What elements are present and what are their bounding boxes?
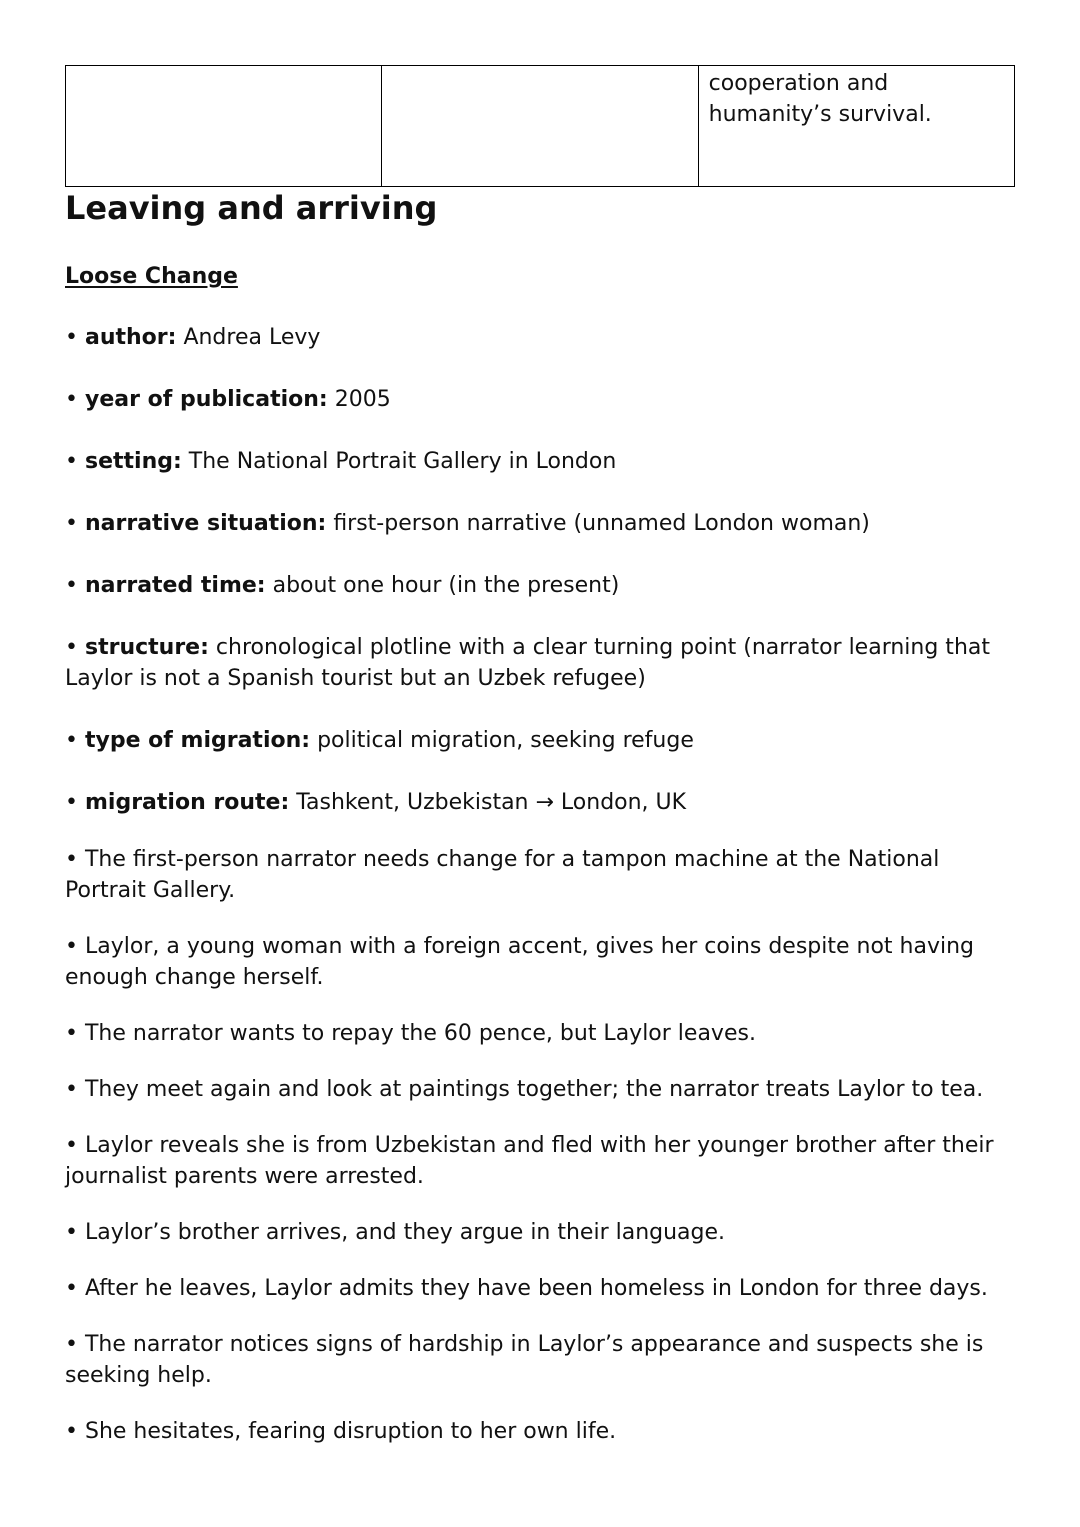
plot-text: The narrator notices signs of hardship in Laylor’s appearance and suspects she is seeking help. [65,1332,984,1388]
table-cell-3: cooperation and humanity’s survival. [698,66,1014,187]
plot-text: They meet again and look at paintings together; the narrator treats Laylor to tea. [84,1077,984,1102]
table-row [66,66,1015,187]
fact-narrated-time: • narrated time: about one hour (in the present) [65,573,620,598]
fact-structure: • structure: chronological plotline with a clear turning point (narrator learning that Laylor is not a Spanish tourist but an Uzbek refugee) [65,635,990,691]
fact-value: chronological plotline with a clear turning point (narrator learning that Laylor is not a Spanish tourist but an Uzbek refugee) [65,635,990,691]
fact-label: narrative situation: [84,511,327,536]
list-item: • They meet again and look at paintings together; the narrator treats Laylor to tea. [65,1077,984,1102]
fact-label: narrated time: [84,573,266,598]
section-title: Leaving and arriving [65,189,438,227]
list-item: • Laylor, a young woman with a foreign accent, gives her coins despite not having enough change herself. [65,934,975,990]
fact-label: type of migration: [84,728,311,753]
list-item: • Laylor reveals she is from Uzbekistan and fled with her younger brother after their journalist parents were arrested. [65,1133,994,1189]
fact-narrative-situation: • narrative situation: first-person narrative (unnamed London woman) [65,511,870,536]
plot-summary-list [65,844,1025,1472]
plot-text: Laylor, a young woman with a foreign accent, gives her coins despite not having enough change herself. [65,934,975,990]
list-item: • The first-person narrator needs change for a tampon machine at the National Portrait Gallery. [65,847,940,903]
fact-label: migration route: [84,790,290,815]
plot-text: Laylor reveals she is from Uzbekistan and fled with her younger brother after their journalist parents were arrested. [65,1133,994,1189]
table-cell-2 [382,66,698,187]
table-cell-1 [66,66,382,187]
fact-year: • year of publication: 2005 [65,387,391,412]
facts-list [65,322,1025,849]
list-item: • Laylor’s brother arrives, and they argue in their language. [65,1220,726,1245]
fact-value: Andrea Levy [183,325,321,350]
fact-setting: • setting: The National Portrait Gallery in London [65,449,617,474]
fact-value: first-person narrative (unnamed London woman) [333,511,870,536]
fact-value: about one hour (in the present) [272,573,620,598]
plot-text: Laylor’s brother arrives, and they argue in their language. [84,1220,726,1245]
plot-text: She hesitates, fearing disruption to her own life. [84,1419,617,1444]
plot-text: The first-person narrator needs change for a tampon machine at the National Portrait Gallery. [65,847,940,903]
fact-label: structure: [84,635,209,660]
fact-label: year of publication: [84,387,328,412]
list-item: • After he leaves, Laylor admits they have been homeless in London for three days. [65,1276,988,1301]
fact-label: author: [84,325,177,350]
fact-value: The National Portrait Gallery in London [188,449,617,474]
plot-text: After he leaves, Laylor admits they have been homeless in London for three days. [84,1276,988,1301]
fact-value: Tashkent, Uzbekistan → London, UK [296,790,687,815]
fact-migration-type: • type of migration: political migration, seeking refuge [65,728,694,753]
fact-label: setting: [84,449,182,474]
fact-value: political migration, seeking refuge [317,728,694,753]
fact-migration-route: • migration route: Tashkent, Uzbekistan → London, UK [65,790,687,815]
list-item: • She hesitates, fearing disruption to her own life. [65,1419,617,1444]
continued-table [65,65,1015,187]
list-item: • The narrator wants to repay the 60 pence, but Laylor leaves. [65,1021,756,1046]
plot-text: The narrator wants to repay the 60 pence, but Laylor leaves. [84,1021,756,1046]
fact-author: • author: Andrea Levy [65,325,321,350]
fact-value: 2005 [334,387,391,412]
list-item: • The narrator notices signs of hardship in Laylor’s appearance and suspects she is seeking help. [65,1332,984,1388]
story-title: Loose Change [65,264,238,289]
